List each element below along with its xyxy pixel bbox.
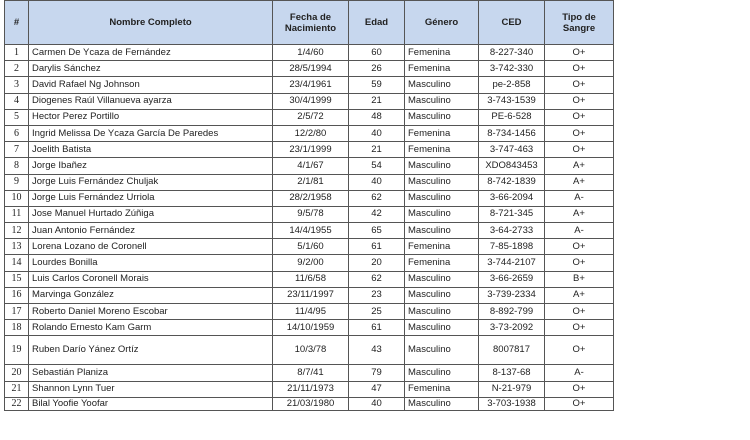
header-number: # <box>5 1 29 45</box>
ced-cell: 8-721-345 <box>479 206 545 222</box>
ced-cell: 8-137-68 <box>479 365 545 381</box>
ced-cell: N-21-979 <box>479 381 545 397</box>
table-header <box>5 1 614 45</box>
blood-type-cell: A+ <box>545 206 614 222</box>
table-row <box>5 320 614 336</box>
ced-cell: 3-64-2733 <box>479 223 545 239</box>
birth-date-cell: 23/1/1999 <box>273 142 349 158</box>
age-cell: 79 <box>349 365 405 381</box>
gender-cell: Masculino <box>405 271 479 287</box>
age-cell: 20 <box>349 255 405 271</box>
ced-cell: 8-892-799 <box>479 304 545 320</box>
ced-cell: 3-739-2334 <box>479 287 545 303</box>
age-cell: 62 <box>349 190 405 206</box>
blood-type-cell: O+ <box>545 320 614 336</box>
table-row <box>5 109 614 125</box>
table-row <box>5 45 614 61</box>
row-number: 7 <box>5 142 29 158</box>
table-row <box>5 365 614 381</box>
row-number: 20 <box>5 365 29 381</box>
row-number: 5 <box>5 109 29 125</box>
age-cell: 54 <box>349 158 405 174</box>
full-name-cell: Ingrid Melissa De Ycaza García De Paredes <box>29 125 273 141</box>
row-number: 2 <box>5 61 29 77</box>
age-cell: 59 <box>349 77 405 93</box>
blood-type-cell: A- <box>545 190 614 206</box>
full-name-cell: Roberto Daniel Moreno Escobar <box>29 304 273 320</box>
gender-cell: Masculino <box>405 397 479 410</box>
full-name-cell: Diogenes Raúl Villanueva ayarza <box>29 93 273 109</box>
gender-cell: Masculino <box>405 77 479 93</box>
blood-type-cell: O+ <box>545 255 614 271</box>
ced-cell: 3-66-2094 <box>479 190 545 206</box>
table-row <box>5 255 614 271</box>
age-cell: 21 <box>349 142 405 158</box>
full-name-cell: Rolando Ernesto Kam Garm <box>29 320 273 336</box>
header-blood-type: Tipo de Sangre <box>545 1 614 45</box>
gender-cell: Masculino <box>405 93 479 109</box>
full-name-cell: Ruben Darío Yánez Ortíz <box>29 336 273 365</box>
blood-type-cell: A- <box>545 365 614 381</box>
blood-type-cell: O+ <box>545 93 614 109</box>
ced-cell: 8-734-1456 <box>479 125 545 141</box>
gender-cell: Femenina <box>405 61 479 77</box>
full-name-cell: Shannon Lynn Tuer <box>29 381 273 397</box>
ced-cell: 3-703-1938 <box>479 397 545 410</box>
ced-cell: 3-744-2107 <box>479 255 545 271</box>
row-number: 11 <box>5 206 29 222</box>
age-cell: 40 <box>349 125 405 141</box>
gender-cell: Femenina <box>405 381 479 397</box>
gender-cell: Masculino <box>405 109 479 125</box>
table-row <box>5 125 614 141</box>
table-row <box>5 287 614 303</box>
birth-date-cell: 1/4/60 <box>273 45 349 61</box>
gender-cell: Masculino <box>405 190 479 206</box>
age-cell: 60 <box>349 45 405 61</box>
age-cell: 43 <box>349 336 405 365</box>
ced-cell: 3-743-1539 <box>479 93 545 109</box>
age-cell: 23 <box>349 287 405 303</box>
gender-cell: Masculino <box>405 223 479 239</box>
blood-type-cell: O+ <box>545 45 614 61</box>
birth-date-cell: 21/03/1980 <box>273 397 349 410</box>
age-cell: 47 <box>349 381 405 397</box>
row-number: 15 <box>5 271 29 287</box>
age-cell: 42 <box>349 206 405 222</box>
table-body <box>5 45 614 411</box>
table-row <box>5 271 614 287</box>
gender-cell: Masculino <box>405 320 479 336</box>
birth-date-cell: 2/1/81 <box>273 174 349 190</box>
blood-type-cell: O+ <box>545 109 614 125</box>
full-name-cell: Jorge Luis Fernández Urriola <box>29 190 273 206</box>
row-number: 19 <box>5 336 29 365</box>
ced-cell: 7-85-1898 <box>479 239 545 255</box>
blood-type-cell: O+ <box>545 239 614 255</box>
gender-cell: Masculino <box>405 287 479 303</box>
birth-date-cell: 5/1/60 <box>273 239 349 255</box>
age-cell: 62 <box>349 271 405 287</box>
full-name-cell: Jorge Ibañez <box>29 158 273 174</box>
birth-date-cell: 8/7/41 <box>273 365 349 381</box>
birth-date-cell: 11/4/95 <box>273 304 349 320</box>
blood-type-cell: A+ <box>545 287 614 303</box>
gender-cell: Femenina <box>405 239 479 255</box>
header-gender: Género <box>405 1 479 45</box>
birth-date-cell: 28/2/1958 <box>273 190 349 206</box>
full-name-cell: Lorena Lozano de Coronell <box>29 239 273 255</box>
table-row <box>5 304 614 320</box>
gender-cell: Masculino <box>405 365 479 381</box>
ced-cell: 8007817 <box>479 336 545 365</box>
gender-cell: Masculino <box>405 304 479 320</box>
row-number: 6 <box>5 125 29 141</box>
row-number: 10 <box>5 190 29 206</box>
table-row <box>5 158 614 174</box>
row-number: 14 <box>5 255 29 271</box>
table-row <box>5 142 614 158</box>
header-age: Edad <box>349 1 405 45</box>
age-cell: 26 <box>349 61 405 77</box>
ced-cell: PE-6-528 <box>479 109 545 125</box>
full-name-cell: Lourdes Bonilla <box>29 255 273 271</box>
ced-cell: XDO843453 <box>479 158 545 174</box>
birth-date-cell: 30/4/1999 <box>273 93 349 109</box>
blood-type-cell: O+ <box>545 61 614 77</box>
birth-date-cell: 23/11/1997 <box>273 287 349 303</box>
ced-cell: 3-66-2659 <box>479 271 545 287</box>
birth-date-cell: 11/6/58 <box>273 271 349 287</box>
birth-date-cell: 9/5/78 <box>273 206 349 222</box>
row-number: 3 <box>5 77 29 93</box>
blood-type-cell: O+ <box>545 397 614 410</box>
table-row <box>5 381 614 397</box>
row-number: 12 <box>5 223 29 239</box>
row-number: 16 <box>5 287 29 303</box>
blood-type-cell: O+ <box>545 142 614 158</box>
table-row <box>5 397 614 410</box>
table-row <box>5 206 614 222</box>
table-row <box>5 190 614 206</box>
row-number: 8 <box>5 158 29 174</box>
table-row <box>5 77 614 93</box>
row-number: 9 <box>5 174 29 190</box>
birth-date-cell: 12/2/80 <box>273 125 349 141</box>
birth-date-cell: 4/1/67 <box>273 158 349 174</box>
blood-type-cell: A+ <box>545 174 614 190</box>
full-name-cell: Jose Manuel Hurtado Zúñiga <box>29 206 273 222</box>
table-row <box>5 93 614 109</box>
birth-date-cell: 14/10/1959 <box>273 320 349 336</box>
birth-date-cell: 28/5/1994 <box>273 61 349 77</box>
gender-cell: Masculino <box>405 336 479 365</box>
row-number: 4 <box>5 93 29 109</box>
table-row <box>5 223 614 239</box>
row-number: 17 <box>5 304 29 320</box>
gender-cell: Femenina <box>405 125 479 141</box>
blood-type-cell: O+ <box>545 304 614 320</box>
age-cell: 25 <box>349 304 405 320</box>
blood-type-cell: O+ <box>545 125 614 141</box>
age-cell: 40 <box>349 174 405 190</box>
full-name-cell: David Rafael Ng Johnson <box>29 77 273 93</box>
full-name-cell: Hector Perez Portillo <box>29 109 273 125</box>
birth-date-cell: 9/2/00 <box>273 255 349 271</box>
full-name-cell: Marvinga González <box>29 287 273 303</box>
blood-type-cell: A+ <box>545 158 614 174</box>
ced-cell: pe-2-858 <box>479 77 545 93</box>
header-ced: CED <box>479 1 545 45</box>
header-full-name: Nombre Completo <box>29 1 273 45</box>
gender-cell: Femenina <box>405 142 479 158</box>
ced-cell: 8-227-340 <box>479 45 545 61</box>
blood-type-cell: B+ <box>545 271 614 287</box>
row-number: 18 <box>5 320 29 336</box>
table-row <box>5 239 614 255</box>
blood-type-cell: O+ <box>545 336 614 365</box>
full-name-cell: Jorge Luis Fernández Chuljak <box>29 174 273 190</box>
table-row <box>5 174 614 190</box>
birth-date-cell: 21/11/1973 <box>273 381 349 397</box>
gender-cell: Masculino <box>405 174 479 190</box>
birth-date-cell: 14/4/1955 <box>273 223 349 239</box>
ced-cell: 8-742-1839 <box>479 174 545 190</box>
full-name-cell: Darylis Sánchez <box>29 61 273 77</box>
ced-cell: 3-742-330 <box>479 61 545 77</box>
blood-type-cell: O+ <box>545 77 614 93</box>
header-row <box>5 1 614 45</box>
full-name-cell: Carmen De Ycaza de Fernández <box>29 45 273 61</box>
gender-cell: Masculino <box>405 206 479 222</box>
birth-date-cell: 2/5/72 <box>273 109 349 125</box>
age-cell: 48 <box>349 109 405 125</box>
blood-type-cell: A- <box>545 223 614 239</box>
full-name-cell: Sebastián Planiza <box>29 365 273 381</box>
gender-cell: Masculino <box>405 158 479 174</box>
patient-table <box>4 0 614 411</box>
full-name-cell: Luis Carlos Coronell Morais <box>29 271 273 287</box>
table-row <box>5 61 614 77</box>
full-name-cell: Juan Antonio Fernández <box>29 223 273 239</box>
gender-cell: Femenina <box>405 255 479 271</box>
row-number: 1 <box>5 45 29 61</box>
blood-type-cell: O+ <box>545 381 614 397</box>
birth-date-cell: 10/3/78 <box>273 336 349 365</box>
ced-cell: 3-73-2092 <box>479 320 545 336</box>
full-name-cell: Bilal Yoofie Yoofar <box>29 397 273 410</box>
row-number: 13 <box>5 239 29 255</box>
age-cell: 65 <box>349 223 405 239</box>
age-cell: 61 <box>349 239 405 255</box>
patient-table-container <box>4 0 614 411</box>
age-cell: 61 <box>349 320 405 336</box>
row-number: 21 <box>5 381 29 397</box>
ced-cell: 3-747-463 <box>479 142 545 158</box>
full-name-cell: Joelith Batista <box>29 142 273 158</box>
gender-cell: Femenina <box>405 45 479 61</box>
header-birth-date: Fecha de Nacimiento <box>273 1 349 45</box>
age-cell: 40 <box>349 397 405 410</box>
table-row <box>5 336 614 365</box>
row-number: 22 <box>5 397 29 410</box>
age-cell: 21 <box>349 93 405 109</box>
birth-date-cell: 23/4/1961 <box>273 77 349 93</box>
